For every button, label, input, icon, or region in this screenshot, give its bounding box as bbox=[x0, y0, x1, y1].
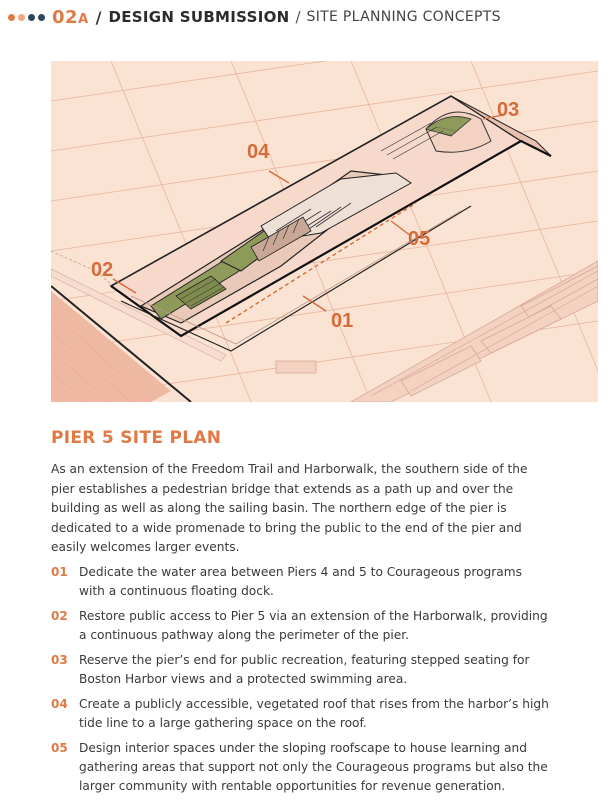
intro-paragraph: As an extension of the Freedom Trail and Harborwalk, the southern side of the pier establishes a pedestrian bridge that extends as a path up and over the building as well as along the sailing basin. The northern edge of the pier is dedicated to a wide promenade to bring the public to the end of the pier and easily welcomes larger events. bbox=[51, 462, 528, 554]
dot-4 bbox=[38, 14, 45, 21]
header-subtitle: SITE PLANNING CONCEPTS bbox=[306, 9, 501, 25]
adjacent-pier bbox=[351, 261, 598, 402]
dot-3 bbox=[28, 14, 35, 21]
callout-04: 04 bbox=[247, 141, 270, 163]
item-number: 04 bbox=[51, 697, 68, 711]
item-number: 05 bbox=[51, 741, 68, 755]
item-number: 01 bbox=[51, 565, 68, 579]
dot-2 bbox=[18, 14, 25, 21]
item-number: 03 bbox=[51, 653, 68, 667]
site-plan-axonometric bbox=[51, 61, 598, 402]
site-plan-drawing bbox=[51, 61, 598, 402]
item-text: Design interior spaces under the sloping roofscape to house learning and gathering areas that support not only the Courageous programs but also the larger community with rentable opportunities for revenue generation. bbox=[79, 741, 548, 793]
list-item bbox=[51, 607, 551, 645]
list-item bbox=[51, 651, 551, 689]
callout-01: 01 bbox=[331, 310, 354, 332]
callout-03: 03 bbox=[497, 99, 520, 121]
list-item bbox=[51, 695, 551, 733]
section-dots bbox=[8, 14, 45, 21]
header-separator-2: / bbox=[295, 8, 301, 26]
item-text: Reserve the pier’s end for public recreation, featuring stepped seating for Boston Harbor views and a protected swimming area. bbox=[79, 653, 530, 686]
adjacent-pier-lines bbox=[371, 271, 598, 396]
header-title: DESIGN SUBMISSION bbox=[108, 8, 290, 26]
callout-02: 02 bbox=[91, 259, 114, 281]
callout-05: 05 bbox=[408, 228, 431, 250]
list-item bbox=[51, 563, 551, 601]
item-text: Create a publicly accessible, vegetated roof that rises from the harbor’s high tide line to a large gathering space on the roof. bbox=[79, 697, 549, 730]
section-code: 02A bbox=[52, 6, 89, 28]
item-number: 02 bbox=[51, 609, 68, 623]
item-text: Restore public access to Pier 5 via an extension of the Harborwalk, providing a continuous pathway along the perimeter of the pier. bbox=[79, 609, 548, 642]
floating-dock bbox=[276, 361, 316, 373]
item-text: Dedicate the water area between Piers 4 and 5 to Courageous programs with a continuous floating dock. bbox=[79, 565, 522, 598]
list-item bbox=[51, 739, 551, 796]
section-title: PIER 5 SITE PLAN bbox=[51, 428, 222, 448]
dot-1 bbox=[8, 14, 15, 21]
header-separator: / bbox=[95, 7, 102, 27]
page-header bbox=[0, 0, 612, 34]
